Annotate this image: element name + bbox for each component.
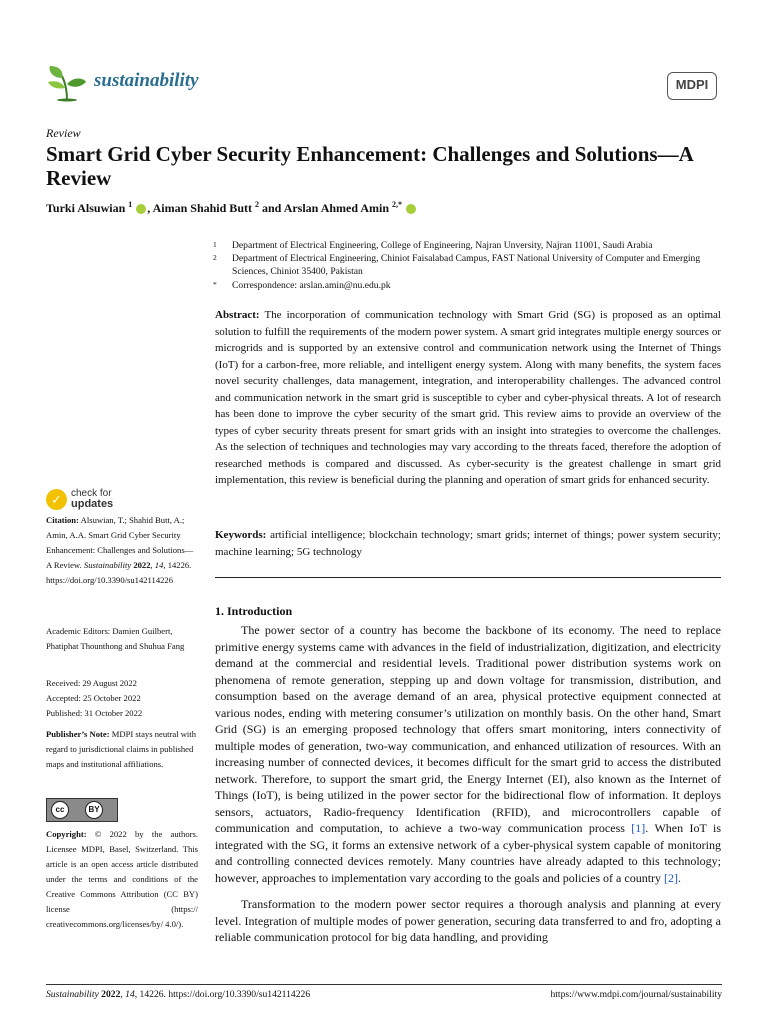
author-separator: , — [147, 201, 151, 215]
citation-volume: 14 — [154, 560, 164, 570]
footer-year: 2022 — [101, 989, 121, 1000]
keywords-label: Keywords: — [215, 529, 267, 541]
copyright-text: © 2022 by the authors. Licensee MDPI, Basel, Switzerland. This article is an open access article distributed under the terms and conditions of the Creative Commons Attribution (CC BY) license (https:// creativecommons.org/licenses/by/ 4.0/). — [46, 829, 198, 929]
by-icon: BY — [85, 801, 103, 819]
footer-divider — [46, 984, 722, 985]
author-name[interactable]: Aiman Shahid Butt — [152, 201, 252, 215]
abstract-text: The incorporation of communication technology with Smart Grid (SG) is proposed as an optimal solution to fulfill the requirements of the modern power system. A smart grid integrates multiple energy sources or microgrids and is supported by an extensive control and communication network using the Internet of Things (IoT) for a carbon-free, more reliable, and intelligent energy system. Along with many benefits, the system faces novel security challenges, data management, integration, and interoperability challenges. The advanced control and communication network in the smart grid is susceptible to cyber and cyber-physical threats. A lot of research has been done to improve the cyber security of the smart grid. This review aims to provide an overview of the types of cyber security threats present for smart grids with an insight into strategies to overcome the challenges. As the selection of techniques and technologies may vary according to the threats faced, therefore the adoption of researched methods is compared and discussed. As cyber-security is the greatest challenge in smart grid implementation, this review is beneficial during the planning and operation of smart grids for enhanced security. — [215, 309, 721, 486]
accepted-date: Accepted: 25 October 2022 — [46, 693, 141, 703]
footer-citation: Sustainability 2022, 14, 14226. https://doi.org/10.3390/su142114226 — [46, 989, 311, 1000]
affiliation-number: * — [213, 280, 217, 289]
copyright-label: Copyright: — [46, 829, 87, 839]
abstract — [215, 307, 721, 489]
section-heading: 1. Introduction — [215, 604, 293, 618]
citation-doi[interactable]: , 14226. https://doi.org/10.3390/su142114226 — [46, 560, 192, 585]
checkmark-icon: ✓ — [46, 489, 67, 510]
author-affiliation-number: 2 — [254, 200, 259, 209]
article-title: Smart Grid Cyber Security Enhancement: Challenges and Solutions—A Review — [46, 142, 693, 190]
affiliation-text: Department of Electrical Engineering, Chiniot Faisalabad Campus, FAST National University of Computer and Emerging Sciences, Chiniot 35400, Pakistan — [232, 253, 701, 277]
published-date: Published: 31 October 2022 — [46, 708, 143, 718]
affiliation-number: 2 — [213, 253, 217, 262]
citation-label: Citation: — [46, 515, 79, 525]
body-paragraph — [215, 622, 721, 886]
paragraph-text: Transformation to the modern power sector requires a thorough analysis and planning at every level. Integration of multiple modes of power generation, securing data transferred to and fro, adopting a reliable communication protocol for big data handling, and providing — [215, 897, 721, 944]
keywords-text: artificial intelligence; blockchain technology; smart grids; internet of things; power system security; machine learning; 5G technology — [215, 529, 721, 558]
affiliation-text[interactable]: Correspondence: arslan.amin@nu.edu.pk — [232, 280, 391, 291]
keywords — [215, 527, 721, 560]
publisher-note — [46, 727, 198, 772]
divider — [215, 577, 721, 578]
check-line: updates — [71, 498, 114, 510]
citation-link[interactable]: [2] — [664, 870, 679, 885]
note-text: MDPI stays neutral with regard to jurisdictional claims in published maps and institutional affiliations. — [46, 729, 196, 769]
check-for-updates-label — [71, 489, 113, 510]
affiliation-number: 1 — [213, 240, 217, 249]
affiliation — [213, 240, 723, 253]
author-affiliation-number: 2,* — [392, 200, 403, 209]
copyright-notice — [46, 827, 198, 932]
affiliation-text: Department of Electrical Engineering, College of Engineering, Najran Unversity, Najran 11001, Saudi Arabia — [232, 240, 653, 251]
author-separator: and — [261, 201, 282, 215]
citation-text: Alsuwian, T.; Shahid Butt, A.; Amin, A.A. Smart Grid Cyber Security Enhancement: Challenges and Solutions—A Review. — [46, 515, 194, 570]
footer-journal-url[interactable]: https://www.mdpi.com/journal/sustainability — [550, 989, 722, 1000]
cc-icon: cc — [51, 801, 69, 819]
paragraph-text: . — [678, 870, 682, 885]
check-line: check for — [71, 488, 112, 499]
footer-journal: Sustainability — [46, 989, 99, 1000]
paragraph-text: The power sector of a country has become the backbone of its economy. The need to replace primitive energy systems came with advances in the field of industrialization, digitization, and electricity demand at the commercial and residential levels. Traditional power distribution systems work on phenomena of remote generation, stepping up and down voltage for transmission, distribution, and consumption based on the average demand of an area, physical protective equipment connected at various nodes, ending with metering consumer’s utilization on monthly basis. On the other hand, Smart Grid (SG) is an emerging proposed technology that offers smart monitoring, inters connectivity of multiple modes of generation, two-way communication, and enhanced utilization of resources. With an increasing number of connected devices, it becomes difficult for the smart grid to access the distributed network. Therefore, to support the smart grid, the Energy Internet (EI), also known as the Internet of Things (IoT), is being utilized in the power sector for the bidirectional flow of information. It deploys sensors, actuators, Radio-frequency Identification (RFID), and microcontrollers capable of communication and computation, to achieve a two-way communication process — [215, 623, 721, 835]
affiliation — [213, 280, 723, 293]
orcid-icon[interactable] — [406, 204, 416, 214]
footer-volume: 14 — [125, 989, 135, 1000]
note-label: Publisher’s Note: — [46, 729, 110, 739]
author-name[interactable]: Turki Alsuwian — [46, 201, 126, 215]
received-date: Received: 29 August 2022 — [46, 678, 137, 688]
footer-doi[interactable]: , 14226. https://doi.org/10.3390/su142114226 — [134, 989, 311, 1000]
citation-year: 2022 — [133, 560, 151, 570]
journal-name[interactable]: sustainability — [94, 70, 199, 91]
paragraph-text: . When IoT is integrated with the SG, it forms an extensive network of a cyber-physical system capable of monitoring and controlling connected devices remotely. Many countries have already adapted to this technology; however, approaches to implementation vary according to the goals and policies of a country — [215, 821, 721, 885]
author-name[interactable]: Arslan Ahmed Amin — [283, 201, 390, 215]
author-affiliation-number: 1 — [128, 200, 133, 209]
orcid-icon[interactable] — [136, 204, 146, 214]
cc-by-license-badge[interactable] — [46, 798, 118, 822]
author-list — [46, 200, 417, 216]
journal-logo-icon — [46, 64, 88, 102]
article-type: Review — [46, 126, 81, 140]
academic-editors: Academic Editors: Damien Guilbert, Phatiphat Thounthong and Shuhua Fang — [46, 626, 185, 651]
citation-journal: Sustainability — [83, 560, 132, 570]
citation-link[interactable]: [1] — [631, 821, 646, 835]
publisher-logo[interactable]: MDPI — [667, 72, 717, 100]
abstract-label: Abstract: — [215, 309, 260, 321]
check-for-updates-button[interactable] — [46, 489, 113, 510]
affiliation — [213, 253, 723, 278]
citation-block: Citation: Alsuwian, T.; Shahid Butt, A.; Amin, A.A. Smart Grid Cyber Security Enhancement: Challenges and Solutions—A Review. Sustainability 2022, 14, 14226. https://doi.org/10.3390/su142114226 — [46, 515, 194, 585]
body-paragraph — [215, 896, 721, 946]
